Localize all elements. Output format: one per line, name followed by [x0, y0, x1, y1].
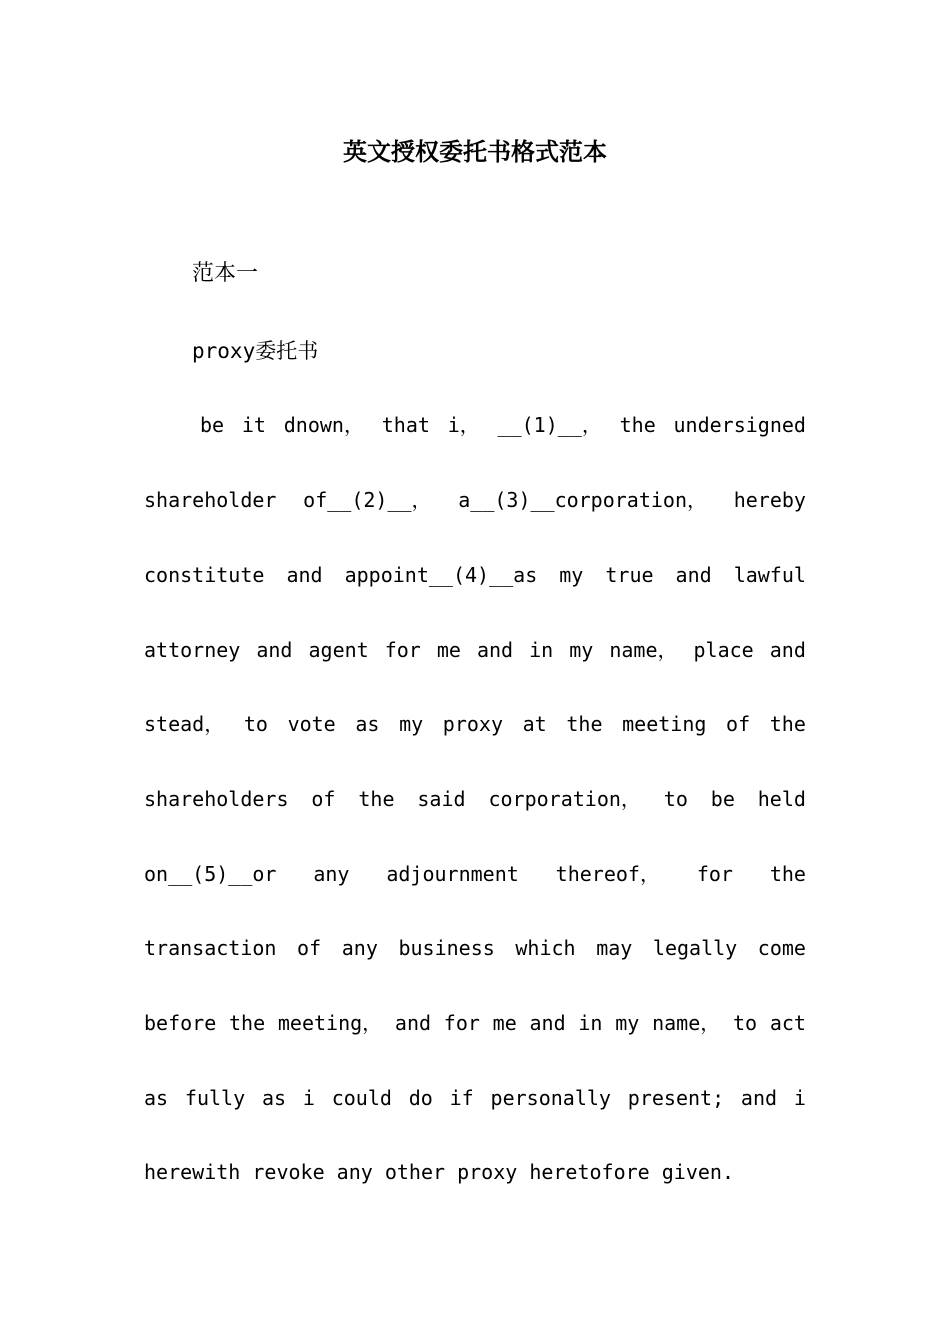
- body-word: do: [408, 1086, 433, 1110]
- body-word: fully: [184, 1086, 246, 1110]
- body-word: on__(5)__or: [144, 862, 277, 886]
- body-word: before: [144, 1011, 217, 1035]
- body-word: transaction: [144, 936, 277, 960]
- body-word: agent: [308, 638, 369, 662]
- body-word: constitute: [144, 563, 265, 587]
- body-word: and: [394, 1011, 432, 1035]
- body-word: and: [529, 1011, 566, 1035]
- body-word: personally: [490, 1086, 611, 1110]
- body-word: stead，: [144, 712, 225, 736]
- body-word: name，: [652, 1011, 721, 1035]
- body-word: the: [619, 413, 656, 437]
- body-word: dnown，: [283, 413, 364, 437]
- body-word: any: [341, 936, 378, 960]
- body-line: [144, 632, 806, 668]
- body-word: the: [769, 712, 806, 736]
- body-word: hereby: [733, 488, 806, 512]
- body-word: and: [286, 563, 323, 587]
- body-word: as: [355, 712, 380, 736]
- body-word: appoint__(4)__as: [344, 563, 538, 587]
- body-word: meeting，: [277, 1011, 383, 1035]
- body-word: and: [675, 563, 712, 587]
- body-word: i，: [447, 413, 480, 437]
- body-word: a__(3)__corporation，: [458, 488, 708, 512]
- body-word: and: [740, 1086, 778, 1110]
- body-word: my: [399, 712, 424, 736]
- body-word: could: [331, 1086, 392, 1110]
- body-word: that: [381, 413, 430, 437]
- body-word: it: [241, 413, 266, 437]
- body-word: held: [757, 787, 806, 811]
- body-word: if: [449, 1086, 474, 1110]
- body-word: come: [757, 936, 806, 960]
- body-word: act: [769, 1011, 806, 1035]
- body-word: my: [615, 1011, 640, 1035]
- document-label: proxy委托书: [192, 339, 319, 363]
- body-word: me: [436, 638, 461, 662]
- body-word: place: [693, 638, 754, 662]
- body-word: __(1)__，: [497, 413, 602, 437]
- body-word: any: [313, 862, 350, 886]
- body-line: [144, 706, 806, 742]
- section-heading: 范本一: [192, 261, 259, 286]
- body-word: for: [384, 638, 421, 662]
- body-word: in: [578, 1011, 603, 1035]
- document-title: 英文授权委托书格式范本: [343, 137, 607, 166]
- body-word: the: [229, 1011, 266, 1035]
- body-word: undersigned: [673, 413, 806, 437]
- body-word: may: [596, 936, 633, 960]
- body-word: in: [529, 638, 554, 662]
- body-word: as: [144, 1086, 169, 1110]
- body-word: be: [710, 787, 735, 811]
- body-word: present;: [627, 1086, 725, 1110]
- body-word: and: [256, 638, 293, 662]
- body-word: of: [311, 787, 336, 811]
- body-word: at: [522, 712, 547, 736]
- body-line: [144, 1005, 806, 1041]
- body-word: i: [302, 1086, 315, 1110]
- body-word: lawful: [733, 563, 806, 587]
- body-word: be: [200, 413, 225, 437]
- body-word: me: [492, 1011, 517, 1035]
- body-word: thereof，: [555, 862, 660, 886]
- body-word: to: [243, 712, 268, 736]
- body-word: to: [733, 1011, 758, 1035]
- body-word: to: [663, 787, 688, 811]
- body-word: shareholder: [144, 488, 277, 512]
- body-word: which: [515, 936, 576, 960]
- body-word: attorney: [144, 638, 241, 662]
- body-word: said: [417, 787, 466, 811]
- body-word: as: [261, 1086, 287, 1110]
- body-word: proxy: [442, 712, 504, 736]
- body-word: corporation，: [488, 787, 641, 811]
- body-line: [144, 856, 806, 892]
- body-word: the: [769, 862, 806, 886]
- body-word: meeting: [622, 712, 707, 736]
- body-word: and: [769, 638, 806, 662]
- body-line: [144, 930, 806, 966]
- body-word: business: [398, 936, 495, 960]
- body-word: the: [358, 787, 395, 811]
- body-line: herewith revoke any other proxy heretofore given.: [144, 1160, 735, 1184]
- body-line: [200, 407, 806, 443]
- body-word: adjournment: [386, 862, 519, 886]
- body-word: vote: [287, 712, 336, 736]
- body-word: and: [476, 638, 514, 662]
- body-word: of: [297, 936, 322, 960]
- body-word: my: [559, 563, 584, 587]
- body-line: [144, 781, 806, 817]
- body-word: shareholders: [144, 787, 289, 811]
- body-word: name，: [609, 638, 678, 662]
- body-word: legally: [652, 936, 738, 960]
- body-word: the: [566, 712, 603, 736]
- body-word: true: [605, 563, 654, 587]
- body-word: of: [726, 712, 751, 736]
- body-word: of__(2)__，: [303, 488, 432, 512]
- body-word: i: [793, 1086, 806, 1110]
- body-word: for: [696, 862, 733, 886]
- body-word: for: [443, 1011, 480, 1035]
- body-line: [144, 1080, 806, 1116]
- body-word: my: [569, 638, 594, 662]
- body-line: [144, 482, 806, 518]
- body-line: [144, 557, 806, 593]
